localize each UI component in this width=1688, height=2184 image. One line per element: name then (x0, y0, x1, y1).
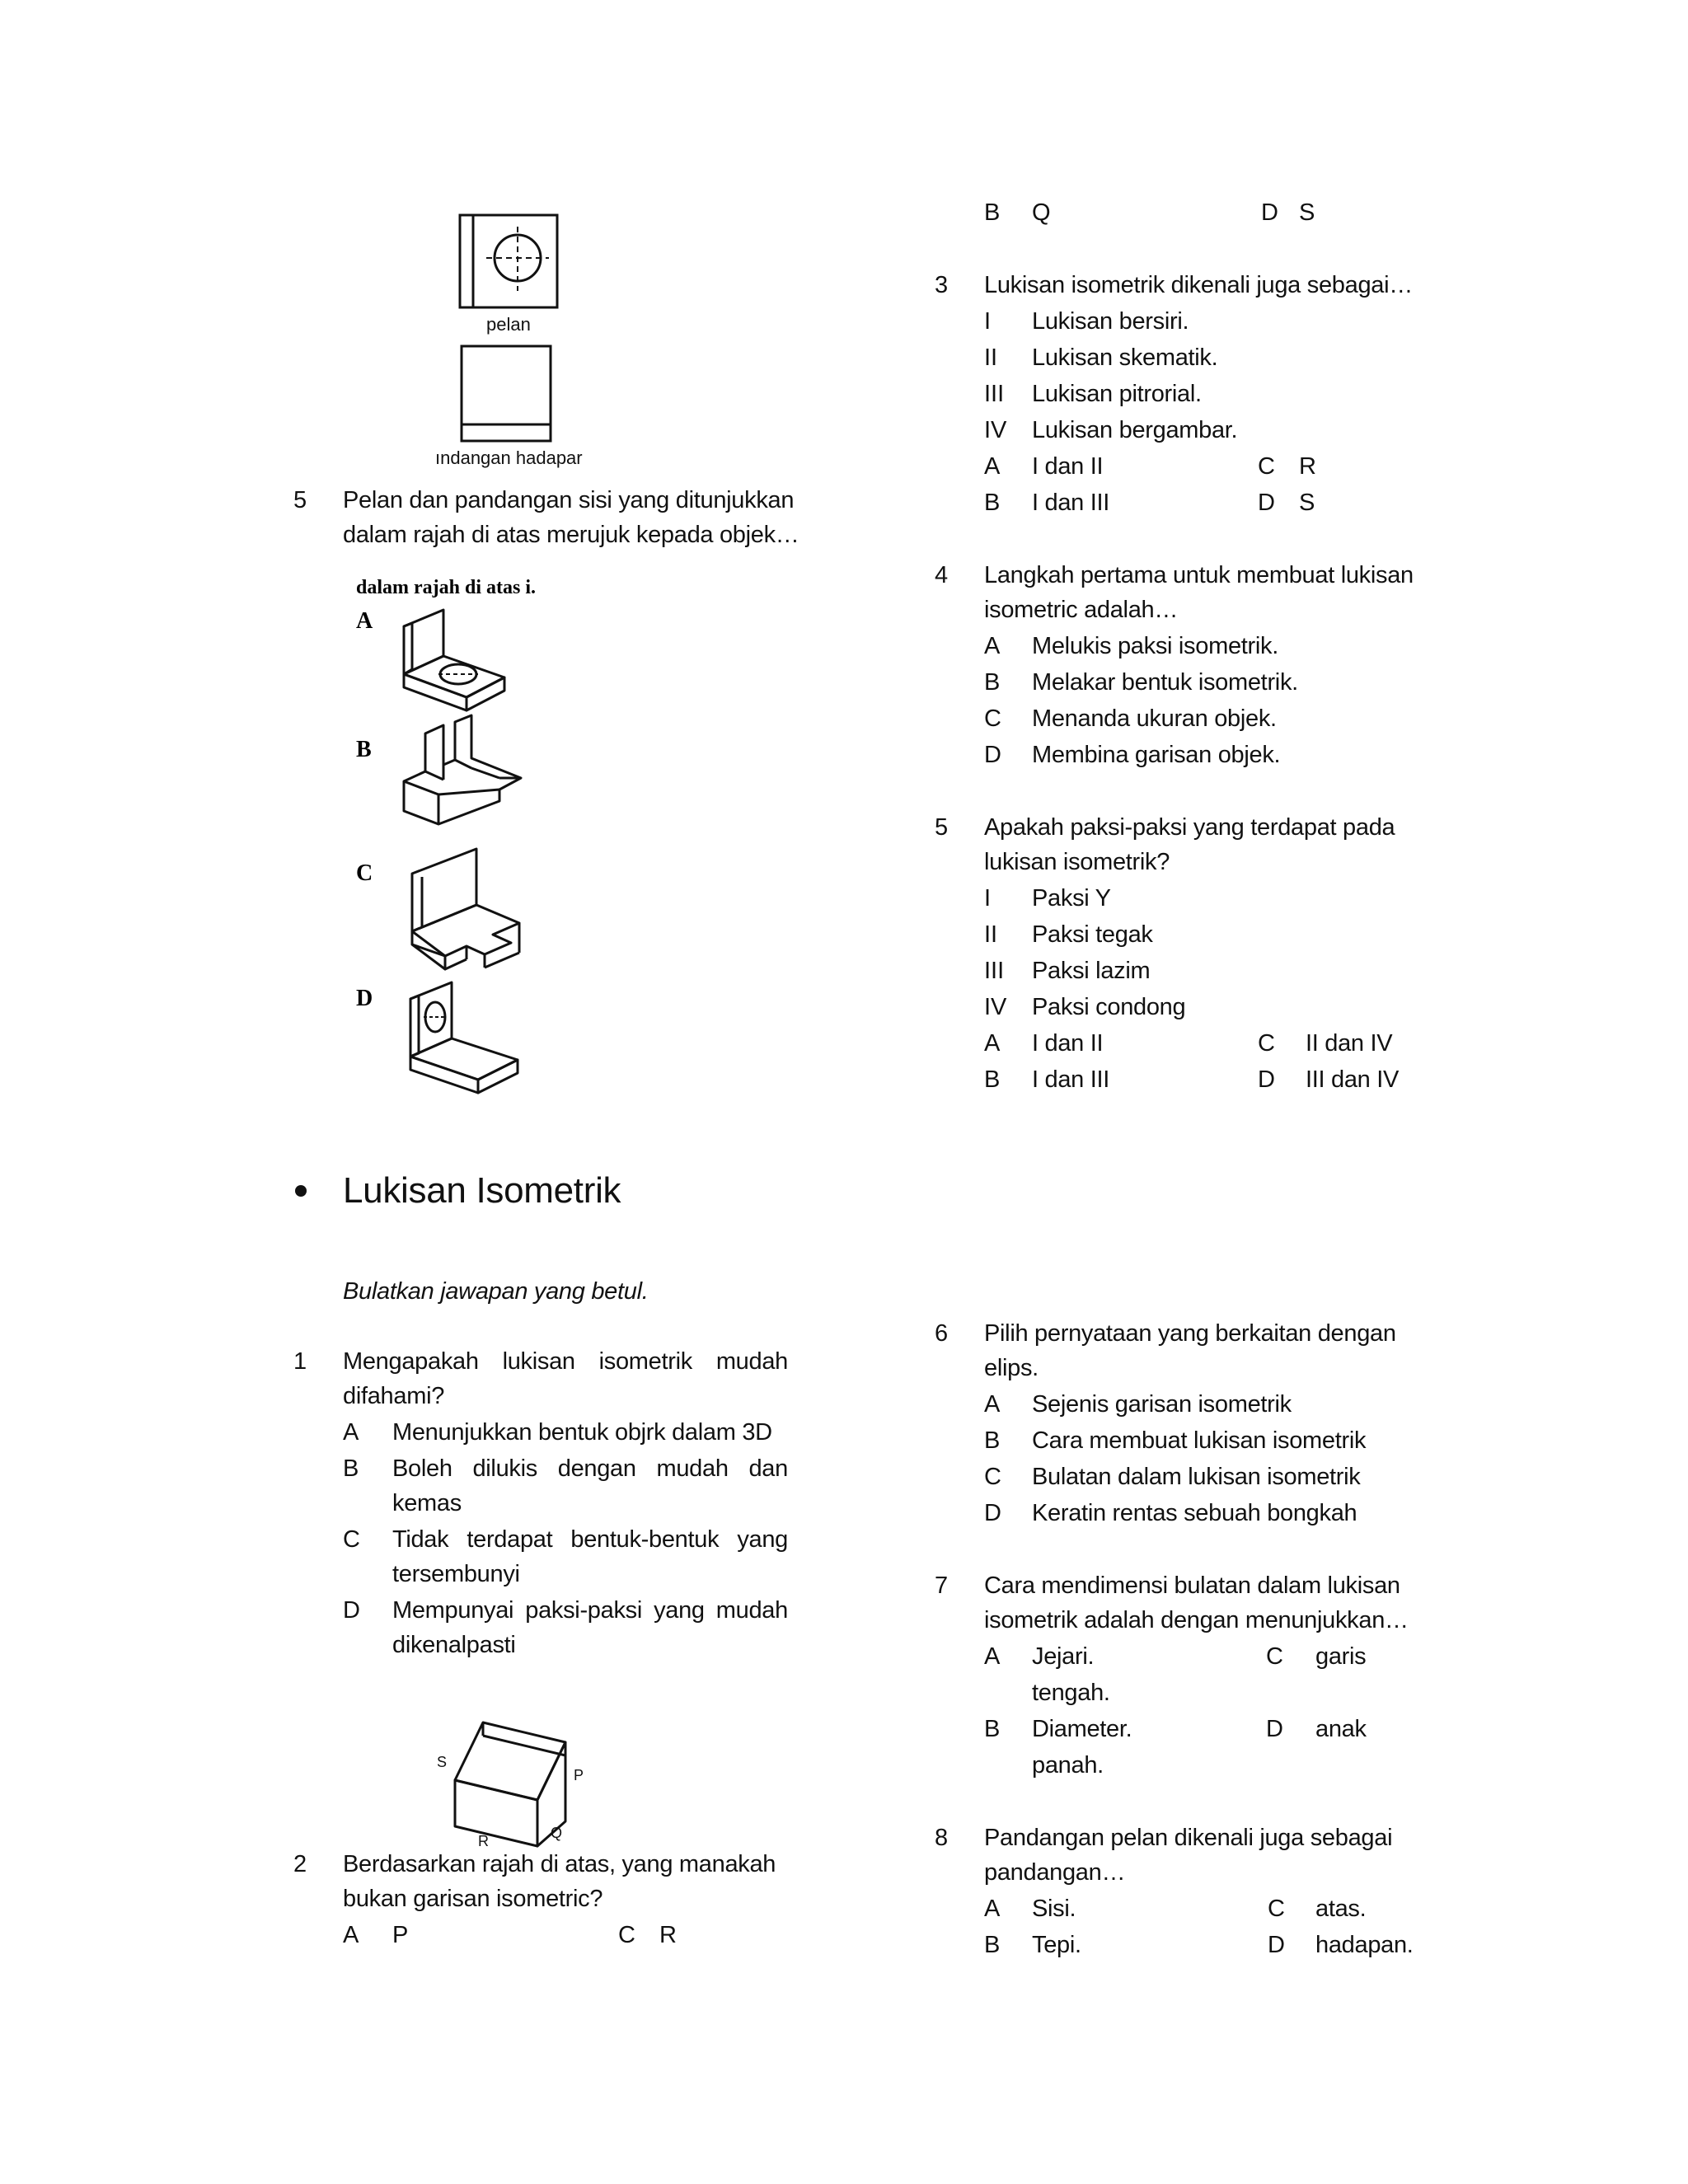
q5-item-roman: I (984, 885, 992, 912)
q3-item-roman: I (984, 308, 992, 335)
option-a-drawing (404, 610, 504, 710)
q2-block-figure (437, 1714, 610, 1854)
q3-option-b-text: I dan III (1032, 490, 1110, 516)
q1-word: lukisan (502, 1348, 575, 1375)
q3-item-roman: II (984, 344, 998, 371)
q7-option-b-cont: panah. (1032, 1752, 1104, 1779)
q8-number: 8 (935, 1825, 949, 1851)
q3-option-c-text: R (1299, 453, 1316, 480)
q7-option-b-letter: B (984, 1716, 1001, 1742)
q6-line2: elips. (984, 1355, 1039, 1381)
q8-option-c-text: atas. (1315, 1896, 1367, 1922)
q5-option-d-letter: D (1258, 1066, 1275, 1093)
q8-option-b-letter: B (984, 1932, 1001, 1958)
q5-item-text: Paksi lazim (1032, 958, 1151, 984)
q3-item-roman: III (984, 381, 1005, 407)
label-r: R (478, 1833, 489, 1849)
q4-option-text: Membina garisan objek. (1032, 742, 1281, 768)
q3-item-text: Lukisan pitrorial. (1032, 381, 1202, 407)
q5-left-line2: dalam rajah di atas merujuk kepada objek… (343, 522, 799, 548)
q1-word: Mengapakah (343, 1348, 479, 1375)
q5-item-roman: III (984, 958, 1005, 984)
q1-d-word: Mempunyai (392, 1597, 514, 1624)
q6-option-letter: B (984, 1427, 1001, 1454)
q3-option-c-letter: C (1258, 453, 1275, 480)
q1-b-word: mudah (656, 1455, 729, 1482)
q5-right-line1: Apakah paksi-paksi yang terdapat pada (984, 814, 1395, 841)
option-b-drawing (404, 715, 521, 824)
q3-item-text: Lukisan bersiri. (1032, 308, 1189, 335)
q5-right-number: 5 (935, 814, 949, 841)
front-view-caption: ındangan hadapar (435, 448, 583, 468)
q4-option-text: Menanda ukuran objek. (1032, 705, 1277, 732)
section-title: Lukisan Isometrik (343, 1170, 621, 1211)
q2-number: 2 (293, 1851, 307, 1877)
q6-line1: Pilih pernyataan yang berkaitan dengan (984, 1320, 1396, 1347)
q1-line2: difahami? (343, 1383, 445, 1409)
q7-line1: Cara mendimensi bulatan dalam lukisan (984, 1572, 1400, 1599)
q4-line2: isometric adalah… (984, 597, 1179, 623)
q2-option-d-letter: D (1261, 199, 1278, 226)
q1-word: mudah (715, 1348, 788, 1375)
section-bullet (295, 1185, 307, 1197)
q3-item-text: Lukisan skematik. (1032, 344, 1218, 371)
q1-option-d-letter: D (343, 1597, 360, 1624)
q5-item-roman: IV (984, 994, 1007, 1020)
q1-b-word: Boleh (392, 1455, 452, 1482)
q5-item-text: Paksi condong (1032, 994, 1186, 1020)
q1-c-word: terdapat (467, 1526, 553, 1553)
q3-option-d-letter: D (1258, 490, 1275, 516)
q1-option-d-line1 (392, 1592, 788, 1629)
q6-option-text: Sejenis garisan isometrik (1032, 1391, 1292, 1418)
q3-item-text: Lukisan bergambar. (1032, 417, 1238, 443)
q7-line2: isometrik adalah dengan menunjukkan… (984, 1607, 1409, 1633)
q8-option-a-letter: A (984, 1896, 1001, 1922)
q5-option-d-text: III dan IV (1306, 1066, 1400, 1093)
q6-number: 6 (935, 1320, 949, 1347)
q1-number: 1 (293, 1348, 307, 1375)
q4-option-text: Melukis paksi isometrik. (1032, 633, 1278, 659)
q2-line1: Berdasarkan rajah di atas, yang manakah (343, 1851, 776, 1877)
q1-c-word: yang (737, 1526, 788, 1553)
q1-option-a-letter: A (343, 1419, 359, 1446)
q3-stem: Lukisan isometrik dikenali juga sebagai… (984, 272, 1413, 298)
q6-option-letter: D (984, 1500, 1001, 1526)
q4-option-letter: A (984, 633, 1001, 659)
q8-line1: Pandangan pelan dikenali juga sebagai (984, 1825, 1393, 1851)
q2-option-c-letter: C (618, 1922, 635, 1948)
q1-option-d-line2: dikenalpasti (392, 1632, 516, 1658)
q1-option-c-line2: tersembunyi (392, 1561, 520, 1587)
q5-left-line1: Pelan dan pandangan sisi yang ditunjukkan (343, 487, 795, 513)
q2-option-b-text: Q (1032, 199, 1051, 226)
q5-option-b-text: I dan III (1032, 1066, 1110, 1093)
q3-option-b-letter: B (984, 490, 1001, 516)
option-b-label: B (356, 737, 372, 762)
option-c-label: C (356, 860, 373, 886)
q8-option-c-letter: C (1268, 1896, 1285, 1922)
q1-option-c-letter: C (343, 1526, 360, 1553)
q3-option-a-letter: A (984, 453, 1001, 480)
q3-option-d-text: S (1299, 490, 1315, 516)
q7-option-a-letter: A (984, 1643, 1001, 1670)
q7-option-a-text: Jejari. (1032, 1643, 1095, 1670)
q5-item-roman: II (984, 921, 998, 948)
q5-option-a-text: I dan II (1032, 1030, 1104, 1057)
q3-option-a-text: I dan II (1032, 453, 1104, 480)
q1-option-b-line2: kemas (392, 1490, 462, 1516)
q1-c-word: Tidak (392, 1526, 449, 1553)
q1-b-word: dan (748, 1455, 788, 1482)
q6-option-letter: C (984, 1464, 1001, 1490)
q5-option-a-letter: A (984, 1030, 1001, 1057)
q4-option-text: Melakar bentuk isometrik. (1032, 669, 1298, 696)
q2-option-a-text: P (392, 1922, 409, 1948)
q1-b-word: dengan (557, 1455, 636, 1482)
q1-d-word: mudah (715, 1597, 788, 1624)
q1-option-b-line1 (392, 1451, 788, 1487)
q5-option-c-text: II dan IV (1306, 1030, 1393, 1057)
cut-text: dalam rajah di atas i. (356, 577, 537, 598)
q6-option-text: Cara membuat lukisan isometrik (1032, 1427, 1367, 1454)
q5-right-line2: lukisan isometrik? (984, 849, 1170, 875)
q2-option-d-text: S (1299, 199, 1315, 226)
q8-line2: pandangan… (984, 1859, 1126, 1886)
q1-b-word: dilukis (472, 1455, 537, 1482)
q1-word: isometrik (598, 1348, 692, 1375)
q6-option-text: Keratin rentas sebuah bongkah (1032, 1500, 1357, 1526)
plan-view-figure (435, 210, 651, 474)
q6-option-text: Bulatan dalam lukisan isometrik (1032, 1464, 1361, 1490)
q7-option-b-text: Diameter. (1032, 1716, 1132, 1742)
q6-option-letter: A (984, 1391, 1001, 1418)
q4-option-letter: D (984, 742, 1001, 768)
q4-option-letter: B (984, 669, 1001, 696)
q2-option-a-letter: A (343, 1922, 359, 1948)
option-d-drawing (410, 982, 518, 1093)
plan-caption: pelan (486, 314, 531, 335)
q4-option-letter: C (984, 705, 1001, 732)
q5-option-b-letter: B (984, 1066, 1001, 1093)
option-d-label: D (356, 986, 373, 1011)
q1-option-a-text: Menunjukkan bentuk objrk dalam 3D (392, 1419, 772, 1446)
q7-option-c-text: garis (1315, 1643, 1367, 1670)
q7-option-a-cont: tengah. (1032, 1680, 1110, 1706)
q2-option-b-letter: B (984, 199, 1001, 226)
q8-option-b-text: Tepi. (1032, 1932, 1081, 1958)
instruction-text: Bulatkan jawapan yang betul. (343, 1278, 649, 1305)
label-p: P (574, 1767, 584, 1783)
q2-option-c-text: R (659, 1922, 677, 1948)
q2-line2: bukan garisan isometric? (343, 1886, 603, 1912)
q5-left-number: 5 (293, 487, 307, 513)
q4-line1: Langkah pertama untuk membuat lukisan (984, 562, 1414, 588)
q1-option-c-line1 (392, 1521, 788, 1558)
q1-d-word: yang (654, 1597, 705, 1624)
q5-item-text: Paksi tegak (1032, 921, 1153, 948)
q7-option-c-letter: C (1266, 1643, 1283, 1670)
label-s: S (437, 1754, 448, 1770)
q8-option-a-text: Sisi. (1032, 1896, 1076, 1922)
q7-option-d-letter: D (1266, 1716, 1283, 1742)
q5-item-text: Paksi Y (1032, 885, 1111, 912)
q8-option-d-letter: D (1268, 1932, 1285, 1958)
q3-item-roman: IV (984, 417, 1007, 443)
option-a-label: A (356, 608, 373, 634)
q4-number: 4 (935, 562, 949, 588)
q1-line1 (343, 1343, 788, 1380)
q7-number: 7 (935, 1572, 949, 1599)
label-q: Q (551, 1825, 563, 1841)
q3-number: 3 (935, 272, 949, 298)
q5-option-c-letter: C (1258, 1030, 1275, 1057)
q8-option-d-text: hadapan. (1315, 1932, 1414, 1958)
q1-c-word: bentuk-bentuk (570, 1526, 720, 1553)
q1-option-b-letter: B (343, 1455, 359, 1482)
q1-d-word: paksi-paksi (525, 1597, 643, 1624)
option-c-drawing (412, 849, 519, 969)
q5-options-figure (346, 577, 610, 1071)
q7-option-d-text: anak (1315, 1716, 1367, 1742)
